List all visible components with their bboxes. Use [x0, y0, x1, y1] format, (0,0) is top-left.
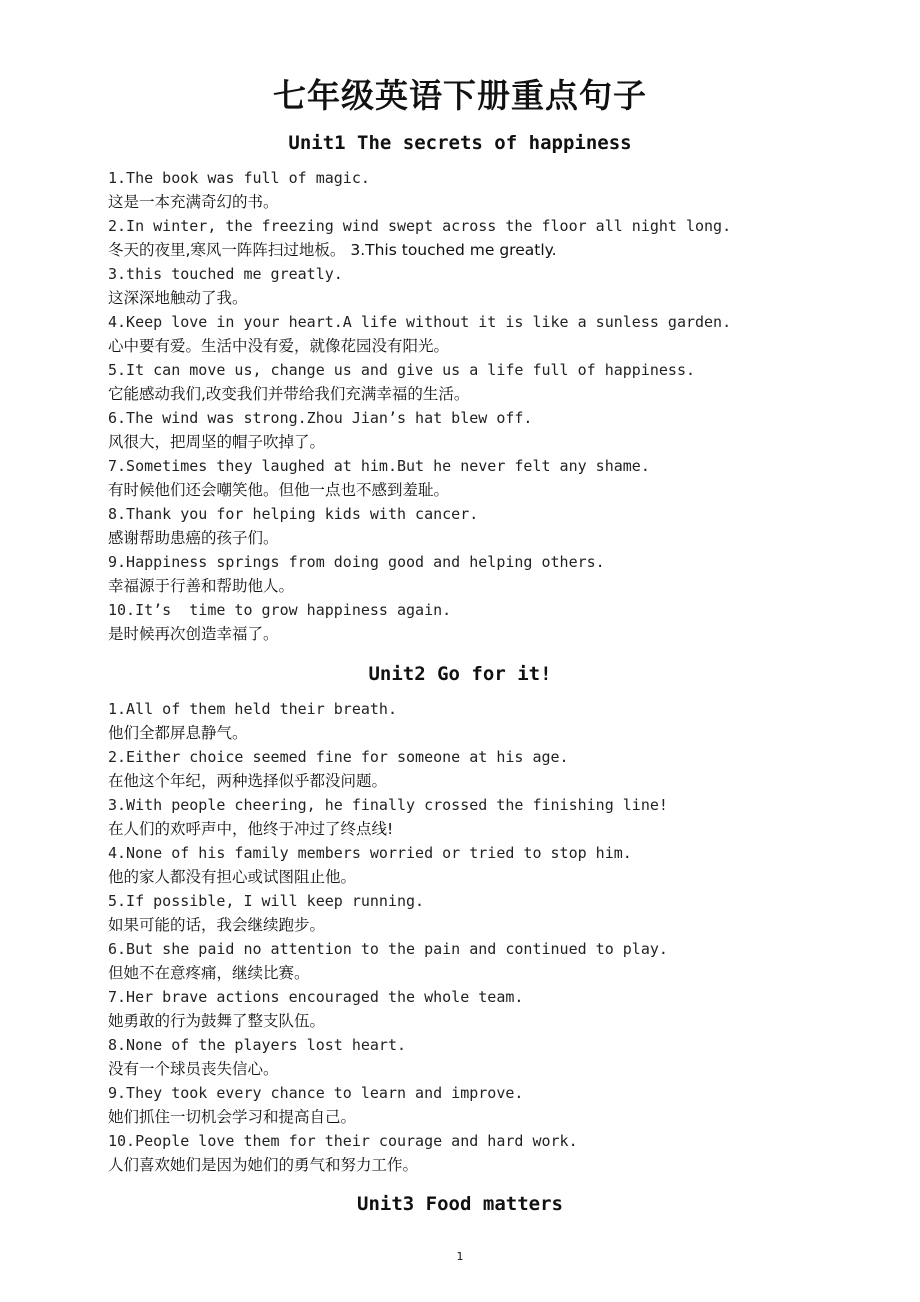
unit-1-section: [0, 128, 920, 646]
english-sentence: 3.With people cheering, he finally crossed the finishing line!: [108, 796, 668, 814]
english-sentence: 3.this touched me greatly.: [108, 265, 343, 283]
english-sentence: 10.It’s time to grow happiness again.: [108, 601, 452, 619]
sentence-item: [108, 841, 920, 889]
chinese-translation: 是时候再次创造幸福了。: [108, 625, 279, 643]
english-sentence: 8.Thank you for helping kids with cancer.: [108, 505, 479, 523]
unit-heading: Unit1 The secrets of happiness: [288, 132, 632, 154]
sentence-item: [108, 166, 920, 214]
sentence-item: [108, 1081, 920, 1129]
sentence-item: [108, 697, 920, 745]
unit-heading: Unit2 Go for it!: [368, 663, 552, 685]
page-title: 七年级英语下册重点句子: [273, 76, 647, 115]
chinese-translation: 她勇敢的行为鼓舞了整支队伍。: [108, 1012, 326, 1030]
sentence-item: [108, 937, 920, 985]
sentence-item: [108, 262, 920, 310]
sentence-item: [108, 985, 920, 1033]
unit-2-section: [0, 659, 920, 1177]
chinese-translation: 幸福源于行善和帮助他人。: [108, 577, 295, 595]
english-sentence: 7.Her brave actions encouraged the whole team.: [108, 988, 524, 1006]
sentence-list: [0, 697, 920, 1177]
page-number: 1: [456, 1250, 464, 1263]
english-sentence: 4.Keep love in your heart.A life without it is like a sunless garden.: [108, 313, 732, 331]
chinese-translation: 人们喜欢她们是因为她们的勇气和努力工作。: [108, 1156, 419, 1174]
sentence-item: [108, 793, 920, 841]
chinese-translation: 在人们的欢呼声中，他终于冲过了终点线!: [108, 820, 394, 838]
chinese-translation: 这是一本充满奇幻的书。: [108, 193, 279, 211]
english-sentence: 2.In winter, the freezing wind swept across the floor all night long.: [108, 217, 732, 235]
english-sentence: 4.None of his family members worried or tried to stop him.: [108, 844, 632, 862]
english-sentence: 5.If possible, I will keep running.: [108, 892, 425, 910]
sentence-item: [108, 745, 920, 793]
chinese-translation: 如果可能的话，我会继续跑步。: [108, 916, 326, 934]
chinese-translation: 感谢帮助患癌的孩子们。: [108, 529, 279, 547]
chinese-translation: 但她不在意疼痛，继续比赛。: [108, 964, 310, 982]
english-sentence: 5.It can move us, change us and give us a life full of happiness.: [108, 361, 695, 379]
sentence-item: [108, 358, 920, 406]
chinese-translation: 有时候他们还会嘲笑他。但他一点也不感到羞耻。: [108, 481, 450, 499]
chinese-translation: 心中要有爱。生活中没有爱，就像花园没有阳光。: [108, 337, 450, 355]
chinese-translation: 冬天的夜里,寒风一阵阵扫过地板。 3.This touched me greatly.: [108, 241, 557, 259]
english-sentence: 9.Happiness springs from doing good and helping others.: [108, 553, 605, 571]
sentence-item: [108, 502, 920, 550]
sentence-item: [108, 1033, 920, 1081]
sentence-item: [108, 598, 920, 646]
english-sentence: 8.None of the players lost heart.: [108, 1036, 407, 1054]
english-sentence: 9.They took every chance to learn and improve.: [108, 1084, 524, 1102]
unit-3-section: [0, 1189, 920, 1219]
english-sentence: 2.Either choice seemed fine for someone at his age.: [108, 748, 569, 766]
sentence-item: [108, 214, 920, 262]
sentence-item: [108, 889, 920, 937]
chinese-translation: 没有一个球员丧失信心。: [108, 1060, 279, 1078]
english-sentence: 6.The wind was strong.Zhou Jian’s hat blew off.: [108, 409, 533, 427]
english-sentence: 6.But she paid no attention to the pain and continued to play.: [108, 940, 668, 958]
sentence-item: [108, 550, 920, 598]
unit-heading: Unit3 Food matters: [357, 1193, 563, 1215]
sentence-item: [108, 310, 920, 358]
english-sentence: 7.Sometimes they laughed at him.But he never felt any shame.: [108, 457, 650, 475]
english-sentence: 10.People love them for their courage and hard work.: [108, 1132, 578, 1150]
chinese-translation: 风很大，把周坚的帽子吹掉了。: [108, 433, 326, 451]
chinese-translation: 他的家人都没有担心或试图阻止他。: [108, 868, 357, 886]
english-sentence: 1.The book was full of magic.: [108, 169, 370, 187]
sentence-list: [0, 166, 920, 646]
chinese-translation: 在他这个年纪，两种选择似乎都没问题。: [108, 772, 388, 790]
chinese-translation: 这深深地触动了我。: [108, 289, 248, 307]
english-sentence: 1.All of them held their breath.: [108, 700, 397, 718]
sentence-item: [108, 454, 920, 502]
chinese-translation: 他们全都屏息静气。: [108, 724, 248, 742]
sentence-item: [108, 1129, 920, 1177]
sentence-item: [108, 406, 920, 454]
chinese-translation: 她们抓住一切机会学习和提高自己。: [108, 1108, 357, 1126]
chinese-translation: 它能感动我们,改变我们并带给我们充满幸福的生活。: [108, 385, 470, 403]
